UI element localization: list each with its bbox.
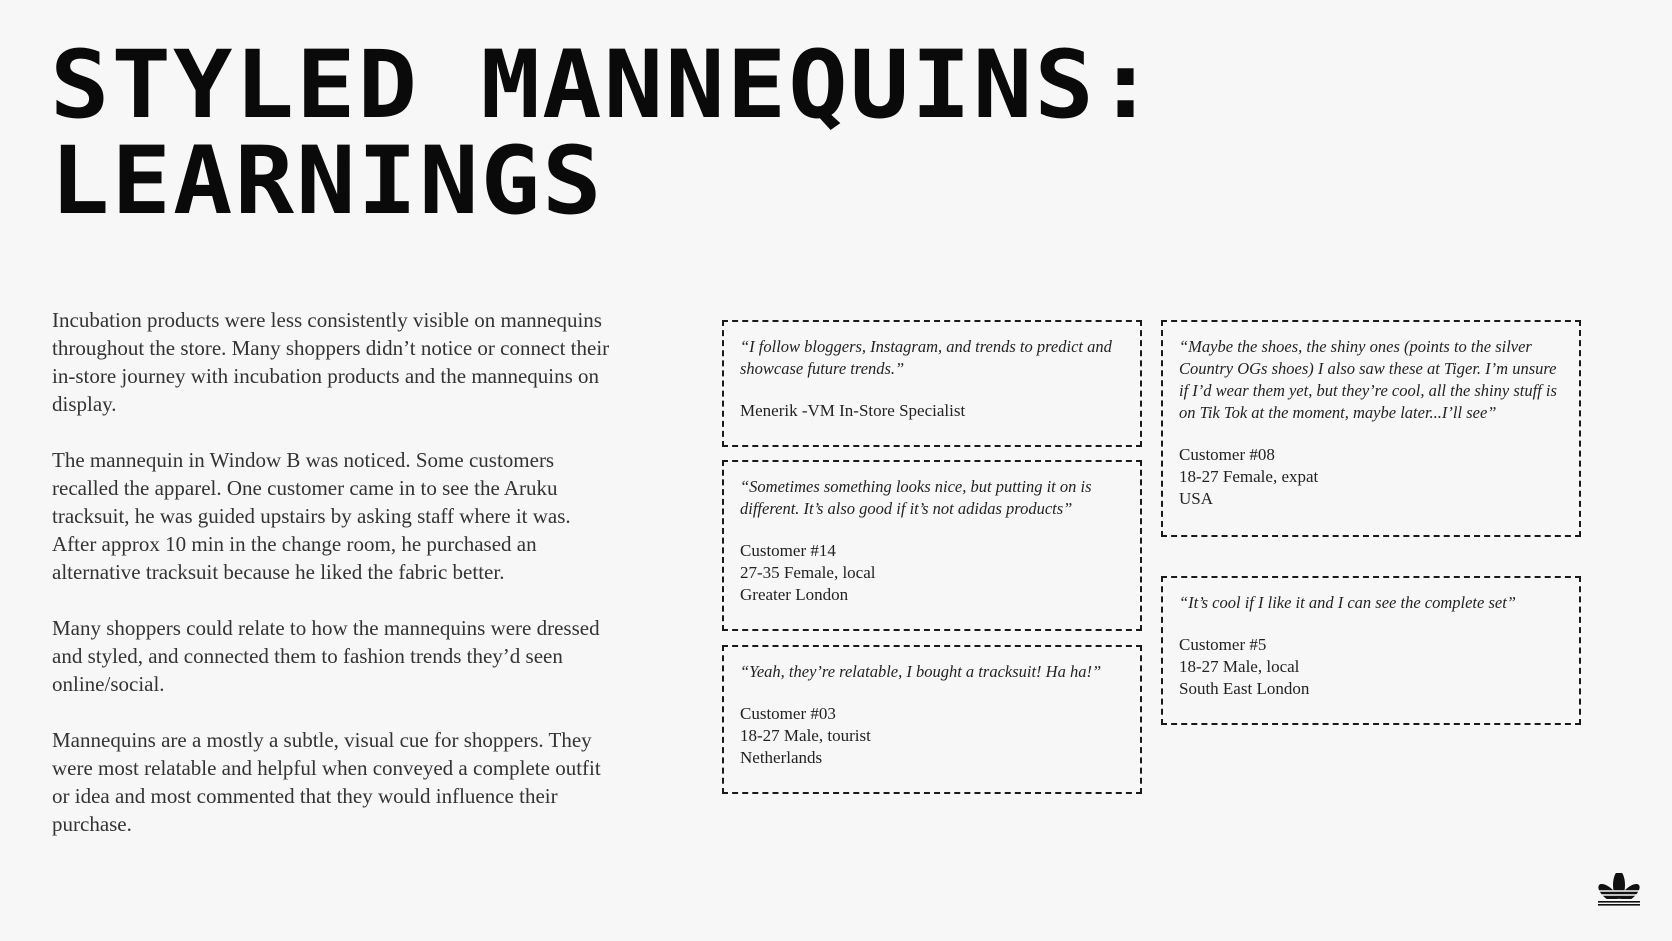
quote-box-customer-5	[1161, 576, 1581, 725]
paragraph-visibility: Incubation products were less consistently visible on mannequins throughout the store. Many shoppers didn’t notice or connect their in-store journey with incubation products and the mannequins on display.	[52, 308, 610, 416]
quote-text: “Sometimes something looks nice, but putting it on is different. It’s also good if it’s not adidas products”	[740, 477, 1092, 518]
quote-text: “I follow bloggers, Instagram, and trends to predict and showcase future trends.”	[740, 337, 1112, 378]
page-title-line-2: LEARNINGS	[50, 127, 604, 236]
quote-attribution-location: USA	[1179, 489, 1214, 508]
quote-attribution: Menerik -VM In-Store Specialist	[740, 401, 966, 420]
quote-attribution-demographic: 18-27 Male, tourist	[740, 726, 871, 745]
paragraph-visual-cue: Mannequins are a mostly a subtle, visual cue for shoppers. They were most relatable and helpful when conveyed a complete outfit or idea and most commented that they would influence their purchase.	[52, 728, 601, 836]
paragraph-window-b: The mannequin in Window B was noticed. Some customers recalled the apparel. One customer came in to see the Aruku tracksuit, he was guided upstairs by asking staff where it was. After approx 10 min in the change room, he purchased an alternative tracksuit because he liked the fabric better.	[52, 448, 571, 584]
quote-attribution-id: Customer #5	[1179, 635, 1267, 654]
quote-attribution-location: Greater London	[740, 585, 849, 604]
quote-text: “Yeah, they’re relatable, I bought a tracksuit! Ha ha!”	[740, 662, 1102, 681]
quote-text: “Maybe the shoes, the shiny ones (points to the silver Country OGs shoes) I also saw these at Tiger. I’m unsure if I’d wear them yet, but they’re cool, all the shiny stuff is on Tik Tok at the moment, maybe later...I’ll see”	[1179, 337, 1557, 422]
quote-attribution-id: Customer #14	[740, 541, 836, 560]
page-title	[50, 31, 1158, 236]
quote-box-customer-08	[1161, 320, 1581, 537]
quote-attribution-demographic: 27-35 Female, local	[740, 563, 876, 582]
quote-attribution-location: Netherlands	[740, 748, 823, 767]
quote-attribution-id: Customer #08	[1179, 445, 1275, 464]
quote-attribution-location: South East London	[1179, 679, 1310, 698]
quote-attribution-demographic: 18-27 Female, expat	[1179, 467, 1319, 486]
quote-box-customer-03	[722, 645, 1142, 794]
paragraph-fashion-trends: Many shoppers could relate to how the mannequins were dressed and styled, and connected them to fashion trends they’d seen online/social.	[52, 616, 600, 696]
quote-text: “It’s cool if I like it and I can see the complete set”	[1179, 593, 1516, 612]
quote-box-customer-14	[722, 460, 1142, 631]
page-title-line-1: STYLED MANNEQUINS:	[50, 31, 1158, 140]
body-text	[52, 306, 612, 866]
quote-attribution-demographic: 18-27 Male, local	[1179, 657, 1300, 676]
quote-box-menerik	[722, 320, 1142, 447]
quote-attribution-id: Customer #03	[740, 704, 836, 723]
trefoil-logo-icon	[1596, 873, 1642, 907]
